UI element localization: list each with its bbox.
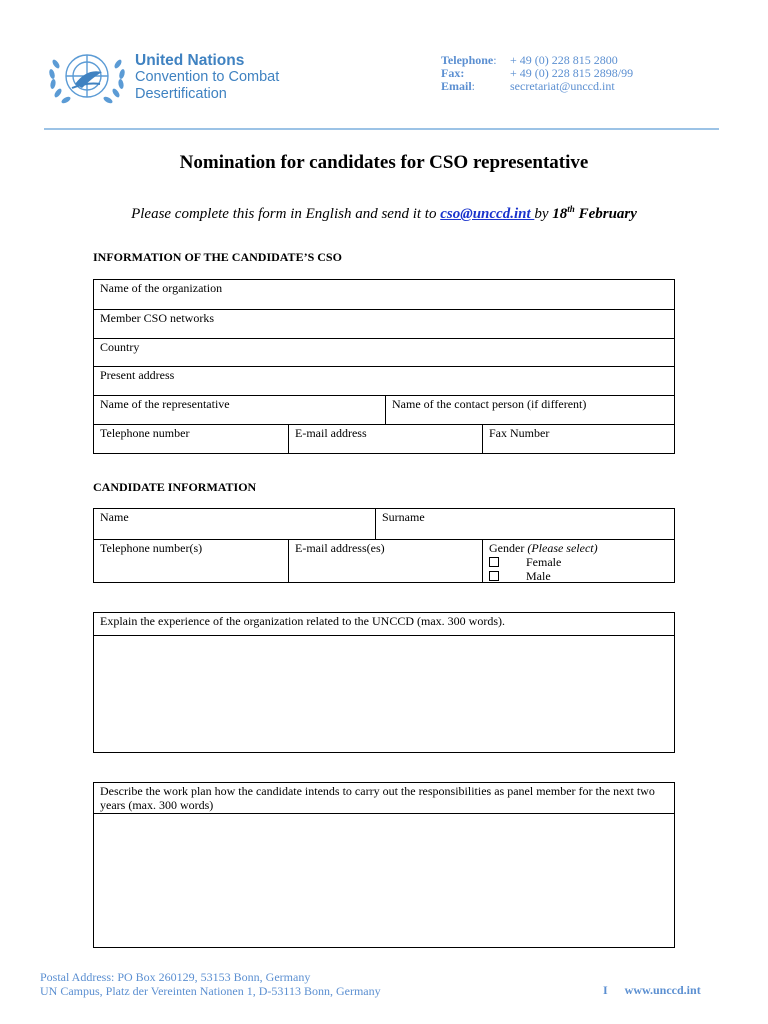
page-title: Nomination for candidates for CSO representative	[179, 152, 589, 173]
brand-name	[135, 52, 279, 103]
country-field[interactable]	[94, 339, 674, 366]
candidate-section-heading: CANDIDATE INFORMATION	[93, 480, 257, 494]
cso-email-field[interactable]	[288, 425, 482, 453]
footer-postal: Postal Address: PO Box 260129, 53153 Bonn, Germany	[40, 970, 311, 984]
representative-name-field[interactable]	[94, 396, 385, 424]
telephone-value: + 49 (0) 228 815 2800	[510, 53, 618, 67]
candidate-info-table	[93, 508, 675, 583]
member-networks-field[interactable]	[94, 310, 674, 338]
fax-label: Fax:	[441, 66, 465, 80]
footer-address	[40, 970, 381, 998]
checkbox-male[interactable]	[489, 571, 499, 581]
footer-campus: UN Campus, Platz der Vereinten Nationen 1, D-53113 Bonn, Germany	[40, 984, 381, 998]
cso-info-table	[93, 279, 675, 454]
email-value[interactable]: secretariat@unccd.int	[510, 79, 615, 93]
candidate-surname-field[interactable]	[375, 509, 674, 539]
present-address-field[interactable]	[94, 367, 674, 395]
unccd-logo	[42, 44, 132, 110]
email-label: Email	[441, 79, 472, 93]
gender-label: Gender	[489, 541, 525, 555]
candidate-email-label: E-mail address(es)	[295, 541, 385, 555]
org-name-label: Name of the organization	[100, 281, 223, 295]
brand-line-1: United Nations	[135, 52, 245, 69]
fax-value: + 49 (0) 228 815 2898/99	[510, 66, 634, 80]
candidate-name-label: Name	[100, 510, 129, 524]
org-name-field[interactable]	[94, 280, 674, 309]
present-address-label: Present address	[100, 368, 175, 382]
cso-telephone-label: Telephone number	[100, 426, 190, 440]
country-label: Country	[100, 340, 140, 354]
cso-fax-label: Fax Number	[489, 426, 550, 440]
header-divider	[44, 128, 719, 130]
cso-email-label: E-mail address	[295, 426, 367, 440]
workplan-table	[93, 782, 675, 948]
experience-table	[93, 612, 675, 753]
cso-fax-field[interactable]	[482, 425, 674, 453]
footer-website-link[interactable]: www.unccd.int	[624, 983, 701, 997]
candidate-surname-label: Surname	[382, 510, 425, 524]
gender-field	[482, 540, 674, 582]
footer-separator: I	[603, 983, 608, 997]
checkbox-female[interactable]	[489, 557, 499, 567]
candidate-telephone-label: Telephone number(s)	[100, 541, 203, 555]
workplan-answer-area[interactable]	[94, 814, 674, 947]
telephone-label: Telephone	[441, 53, 494, 67]
brand-line-3: Desertification	[135, 86, 227, 102]
candidate-telephone-field[interactable]	[94, 540, 288, 582]
candidate-email-field[interactable]	[288, 540, 482, 582]
gender-hint: (Please select)	[527, 541, 598, 555]
representative-name-label: Name of the representative	[100, 397, 230, 411]
cso-telephone-field[interactable]	[94, 425, 288, 453]
experience-prompt: Explain the experience of the organization related to the UNCCD (max. 300 words).	[100, 614, 505, 628]
candidate-name-field[interactable]	[94, 509, 375, 539]
contact-person-field[interactable]	[385, 396, 674, 424]
contact-block: Telephone: + 49 (0) 228 815 2800 Fax: + 49 (0) 228 815 2898/99 Email: secretariat@unccd.int	[441, 53, 634, 93]
cso-section-heading: INFORMATION OF THE CANDIDATE’S CSO	[93, 250, 342, 264]
gender-option-male-label: Male	[526, 569, 551, 583]
gender-option-female-label: Female	[526, 555, 562, 569]
gender-option-female[interactable]	[489, 555, 668, 569]
member-networks-label: Member CSO networks	[100, 311, 214, 325]
brand-line-2: Convention to Combat	[135, 69, 280, 85]
instruction-text: Please complete this form in English and send it to	[131, 206, 437, 222]
gender-option-male[interactable]	[489, 569, 668, 583]
deadline-day: 18	[552, 206, 568, 222]
cso-email-link[interactable]: cso@unccd.int	[440, 206, 535, 222]
instruction-by: by	[534, 206, 549, 222]
instruction-line	[0, 204, 768, 223]
contact-person-label: Name of the contact person (if different)	[392, 397, 587, 411]
footer-website-block	[603, 983, 715, 998]
workplan-prompt: Describe the work plan how the candidate intends to carry out the responsibilities as panel member for the next two years (max. 300 words)	[100, 784, 655, 812]
deadline-month: February	[578, 206, 637, 222]
experience-answer-area[interactable]	[94, 636, 674, 752]
deadline-day-suffix: th	[567, 204, 575, 214]
